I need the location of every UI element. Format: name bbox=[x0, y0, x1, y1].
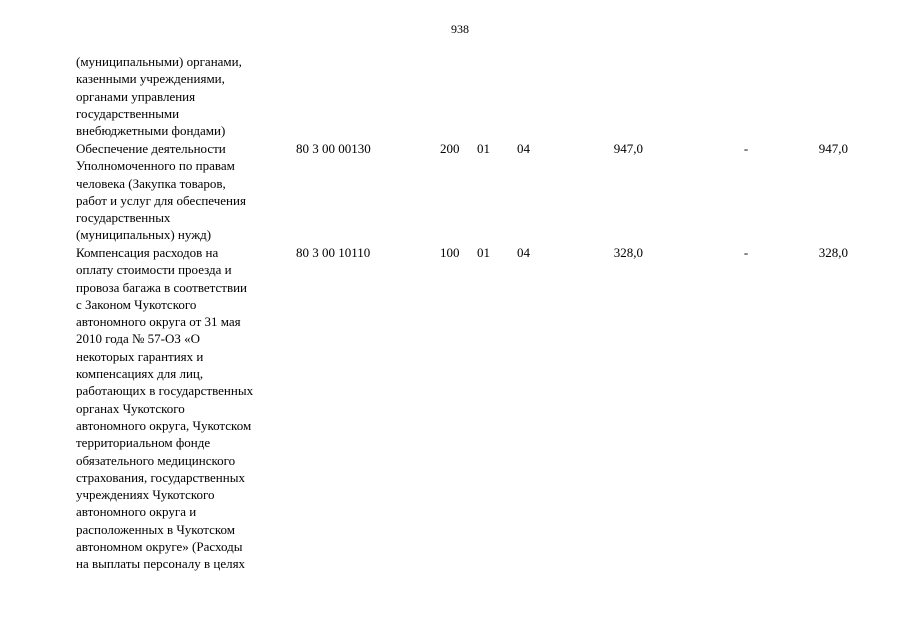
total-sum: 328,0 bbox=[818, 245, 848, 260]
approved-sum: 947,0 bbox=[613, 141, 643, 156]
section-code: 01 bbox=[477, 245, 490, 260]
approved-sum: 328,0 bbox=[613, 245, 643, 260]
change-sum: - bbox=[743, 141, 749, 156]
row-description: Обеспечение деятельности Уполномоченного по правам человека (Закупка товаров, работ и услуг для обеспечения государственных (муниципальных) нужд) bbox=[76, 141, 246, 243]
change-sum: - bbox=[743, 245, 749, 260]
page-number: 938 bbox=[451, 22, 469, 36]
expense-type-code: 200 bbox=[440, 141, 460, 156]
subsection-code: 04 bbox=[517, 141, 530, 156]
section-code: 01 bbox=[477, 141, 490, 156]
total-sum: 947,0 bbox=[818, 141, 848, 156]
row-description: Компенсация расходов на оплату стоимости проезда и провоза багажа в соответствии с Законом Чукотского автономного округа от 31 мая 2010 года № 57-ОЗ «О некоторых гарантиях и компенсациях для лиц, работающих в государственных органах Чукотского автономного округа, Чукотском территориальном фонде обязательного медицинского страхования, государственных учреждениях Чукотского автономного округа и расположенных в Чукотском автономном округе» (Расходы на выплаты персоналу в целях bbox=[76, 245, 254, 572]
row-description: (муниципальными) органами, казенными учреждениями, органами управления государственными внебюджетными фондами) bbox=[76, 54, 242, 139]
subsection-code: 04 bbox=[517, 245, 530, 260]
expense-type-code: 100 bbox=[440, 245, 460, 260]
target-article-code: 80 3 00 10110 bbox=[296, 245, 371, 260]
target-article-code: 80 3 00 00130 bbox=[296, 141, 371, 156]
